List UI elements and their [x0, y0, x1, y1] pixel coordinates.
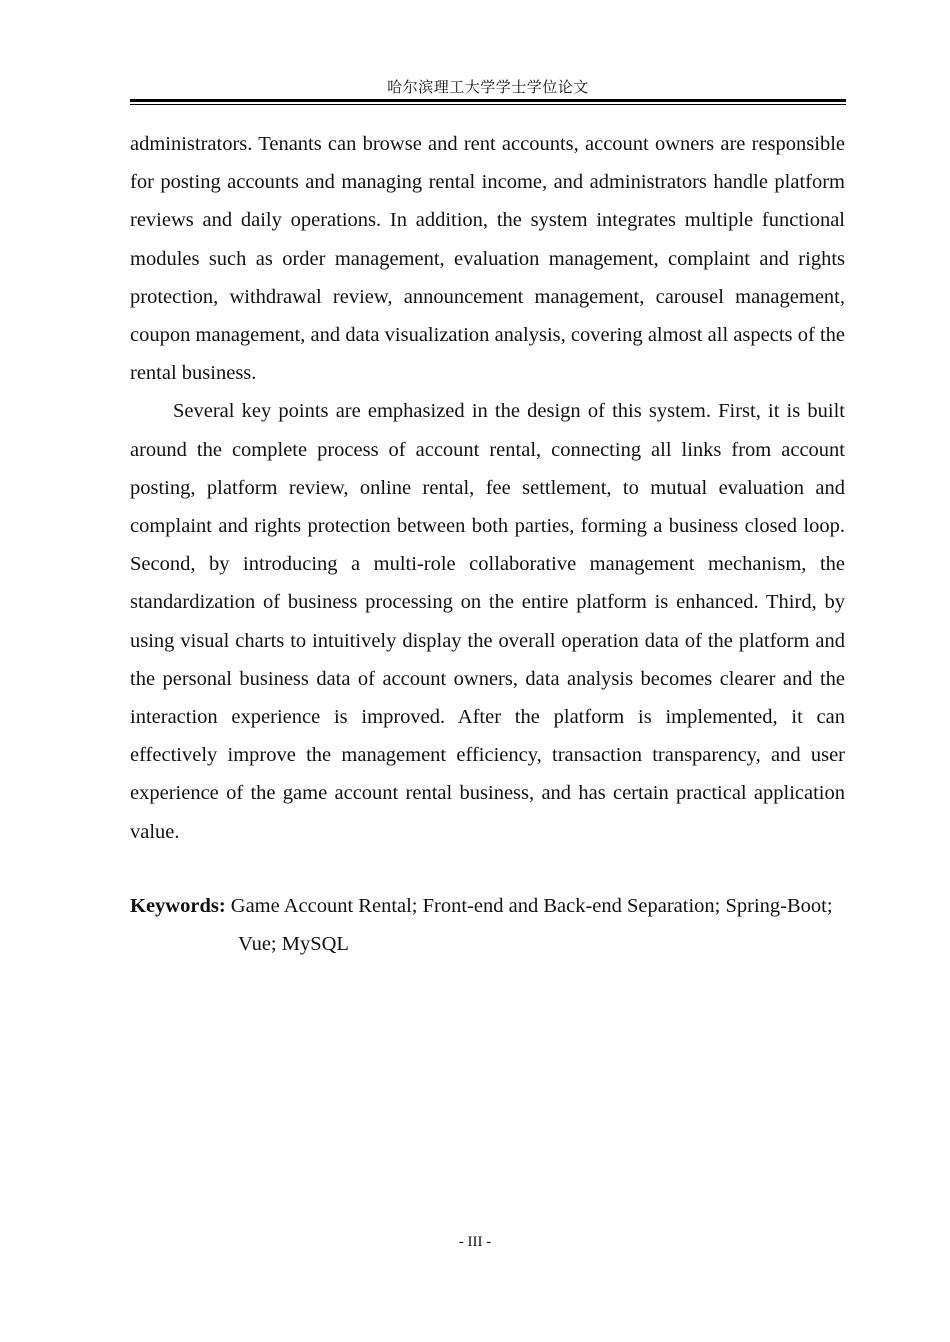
running-header: 哈尔滨理工大学学士学位论文	[387, 78, 589, 96]
keywords-label: Keywords:	[130, 895, 226, 917]
header-rule-thin	[130, 104, 846, 105]
page-number: - III -	[458, 1234, 492, 1250]
paragraph-1: administrators. Tenants can browse and rent accounts, account owners are responsible for posting accounts and managing rental income, and administrators handle platform reviews and daily operations. In addition, the system integrates multiple functional modules such as order management, evaluation management, complaint and rights protection, withdrawal review, announcement management, carousel management, coupon management, and data visualization analysis, covering almost all aspects of the rental business.	[130, 133, 845, 385]
body-text	[130, 125, 845, 851]
keywords-text: Game Account Rental; Front-end and Back-end Separation; Spring-Boot; Vue; MySQL	[230, 895, 833, 956]
paragraph-2: Several key points are emphasized in the design of this system. First, it is built around the complete process of account rental, connecting all links from account posting, platform review, online rental, fee settlement, to mutual evaluation and complaint and rights protection between both parties, forming a business closed loop. Second, by introducing a multi-role collaborative management mechanism, the standardization of business processing on the entire platform is enhanced. Third, by using visual charts to intuitively display the overall operation data of the platform and the personal business data of account owners, data analysis becomes clearer and the interaction experience is improved. After the platform is implemented, it can effectively improve the management efficiency, transaction transparency, and user experience of the game account rental business, and has certain practical application value.	[130, 400, 845, 843]
header-rule-thick	[130, 99, 846, 102]
keywords-block	[130, 887, 846, 963]
